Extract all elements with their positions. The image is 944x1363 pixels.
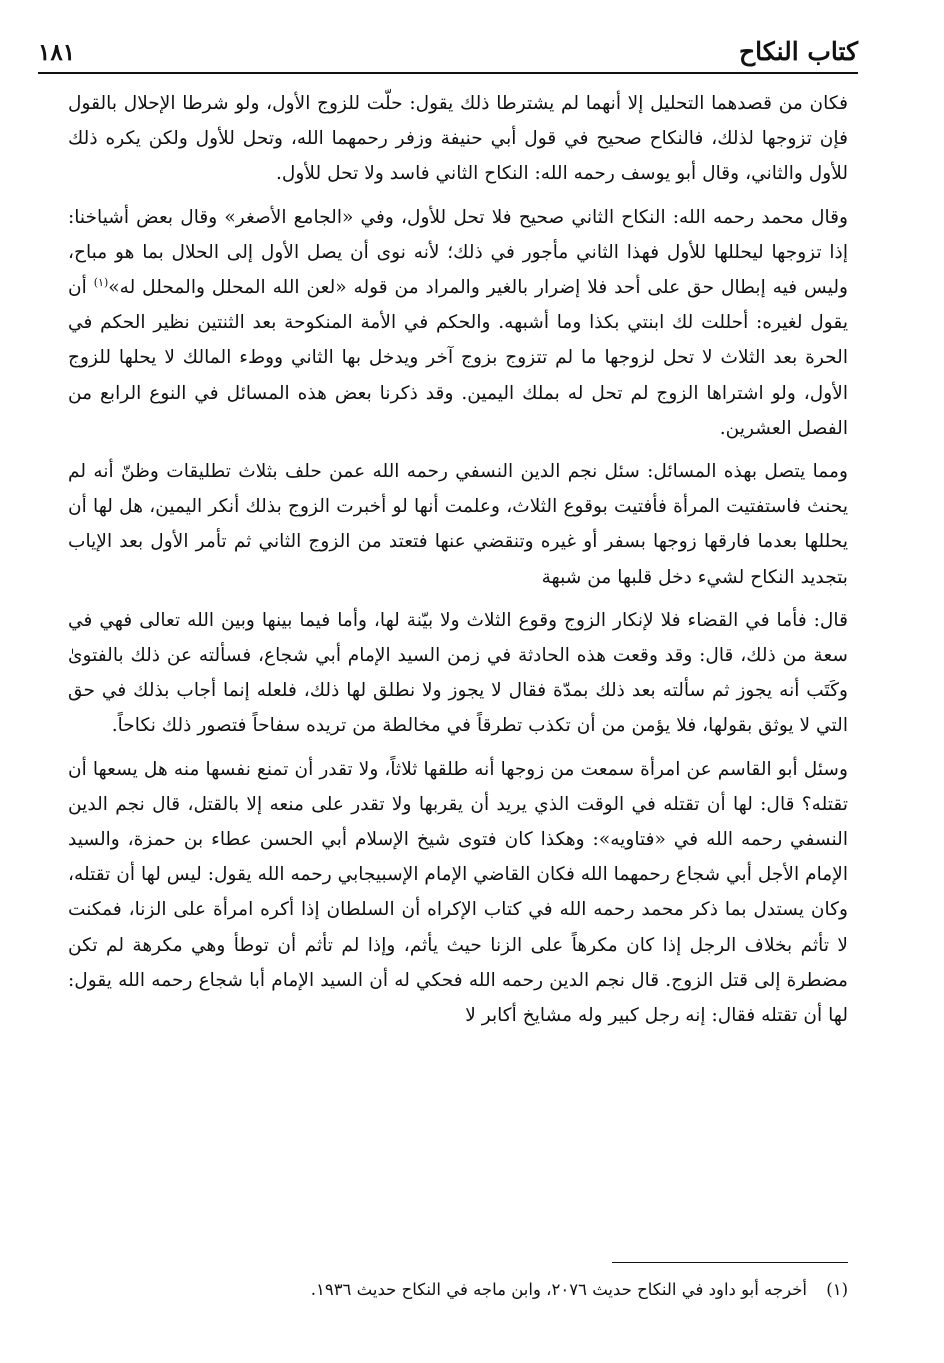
paragraph-text: أن يقول لغيره: أحللت لك ابنتي بكذا وما أشبهه. والحكم في الأمة المنكوحة بعد الثنتين نظير الحكم في الحرة بعد الثلاث لا تحل لزوجها ما لم تتزوج بزوج آخر ويدخل بها الثاني ووطء المالك لا يحلها للزوج الأول، ولو اشتراها الزوج لم تحل له بملك اليمين. وقد ذكرنا بعض هذه المسائل في النوع الرابع من الفصل العشرين.: [68, 277, 848, 439]
paragraph: [68, 454, 848, 595]
footnote-divider: [612, 1262, 848, 1263]
paragraph-text: وسئل أبو القاسم عن امرأة سمعت من زوجها أنه طلقها ثلاثاً، ولا تقدر أن تمنع نفسها منه هل يسعها أن تقتله؟ قال: لها أن تقتله في الوقت الذي يريد أن يقربها ولا تقدر على منعه إلا بالقتل، قال نجم الدين النسفي رحمه الله في «فتاويه»: وهكذا كان فتوى شيخ الإسلام أبي الحسن عطاء بن حمزة، والسيد الإمام الأجل أبي شجاع رحمهما الله فكان القاضي الإمام الإسبيجابي رحمه الله يقول: ليس لها أن تقتله، وكان يستدل بما ذكر محمد رحمه الله في كتاب الإكراه أن السلطان إذا أكره امرأة على الزنا، فمكنت لا تأثم بخلاف الرجل إذا كان مكرهاً على الزنا حيث يأثم، وإذا لم تأثم أن توطأ وهي مكرهة لم تكن مضطرة إلى قتل الزوج. قال نجم الدين رحمه الله فحكي له أن السيد الإمام أبا شجاع رحمه الله يقول: لها أن تقتله فقال: إنه رجل كبير وله مشايخ أكابر لا: [68, 758, 848, 1027]
paragraph-text: فكان من قصدهما التحليل إلا أنهما لم يشترطا ذلك يقول: حلّت للزوج الأول، ولو شرطا الإحلال بالقول فإن تزوجها لذلك، فالنكاح صحيح في قول أبي حنيفة وزفر رحمهما الله، وتحل للأول ولكن يكره ذلك للأول والثاني، وقال أبو يوسف رحمه الله: النكاح الثاني فاسد ولا تحل للأول.: [68, 93, 848, 185]
paragraph: [68, 603, 848, 744]
book-title: كتاب النكاح: [739, 37, 858, 66]
paragraph-text: ومما يتصل بهذه المسائل: سئل نجم الدين النسفي رحمه الله عمن حلف بثلاث تطليقات وظنّ أنه لم يحنث فاستفتيت المرأة فأفتيت بوقوع الثلاث، وعلمت أنها لو أخبرت الزوج بذلك أنكر اليمين، هل لها أن يحللها بعدما فارقها زوجها بسفر أو غيره وتنقضي عنها فتعتد من الزوج الثاني ثم تأمر الأول بعد الإياب بتجديد النكاح لشيء دخل قلبها من شبهة: [68, 461, 848, 588]
footnote-text: أخرجه أبو داود في النكاح حديث ٢٠٧٦، وابن ماجه في النكاح حديث ١٩٣٦.: [310, 1280, 807, 1299]
paragraph: [68, 86, 848, 192]
paragraph-text: قال: فأما في القضاء فلا لإنكار الزوج وقوع الثلاث ولا بيّنة لها، وأما فيما بينها وبين الله تعالى فهي في سعة من ذلك، قال: وقد وقعت هذه الحادثة في زمن السيد الإمام أبي شجاع، فسألته عن ذلك بالفتوىٰ وكَتَب أنه يجوز ثم سألته بعد ذلك بمدّة فقال لا يجوز ولا نطلق لها ذلك، فلعله إنما أجاب بذلك في حق التي لا يوثق بقولها، فلا يؤمن من أن تكذب تطرقاً في مخالطة من تريده سفاحاً فتصور ذلك نكاحاً.: [68, 609, 848, 737]
page-number: ١٨١: [38, 39, 76, 66]
footnote: [68, 1276, 848, 1304]
footnote-marker: (١): [826, 1280, 848, 1299]
paragraph: [68, 752, 848, 1034]
footnote-reference: (١): [93, 275, 109, 289]
paragraph-text: وقال محمد رحمه الله: النكاح الثاني صحيح فلا تحل للأول، وفي «الجامع الأصغر» وقال بعض أشياخنا: إذا تزوجها ليحللها للأول فهذا الثاني مأجور في ذلك؛ لأنه نوى أن يصل الأول إلى الحلال بما هو مباح، وليس فيه إبطال حق على أحد فلا إضرار بالغير والمراد من قوله «لعن الله المحلل والمحلل له»: [68, 206, 848, 299]
paragraph: [68, 200, 848, 446]
main-text: [68, 86, 848, 1041]
page-header: [38, 24, 858, 74]
